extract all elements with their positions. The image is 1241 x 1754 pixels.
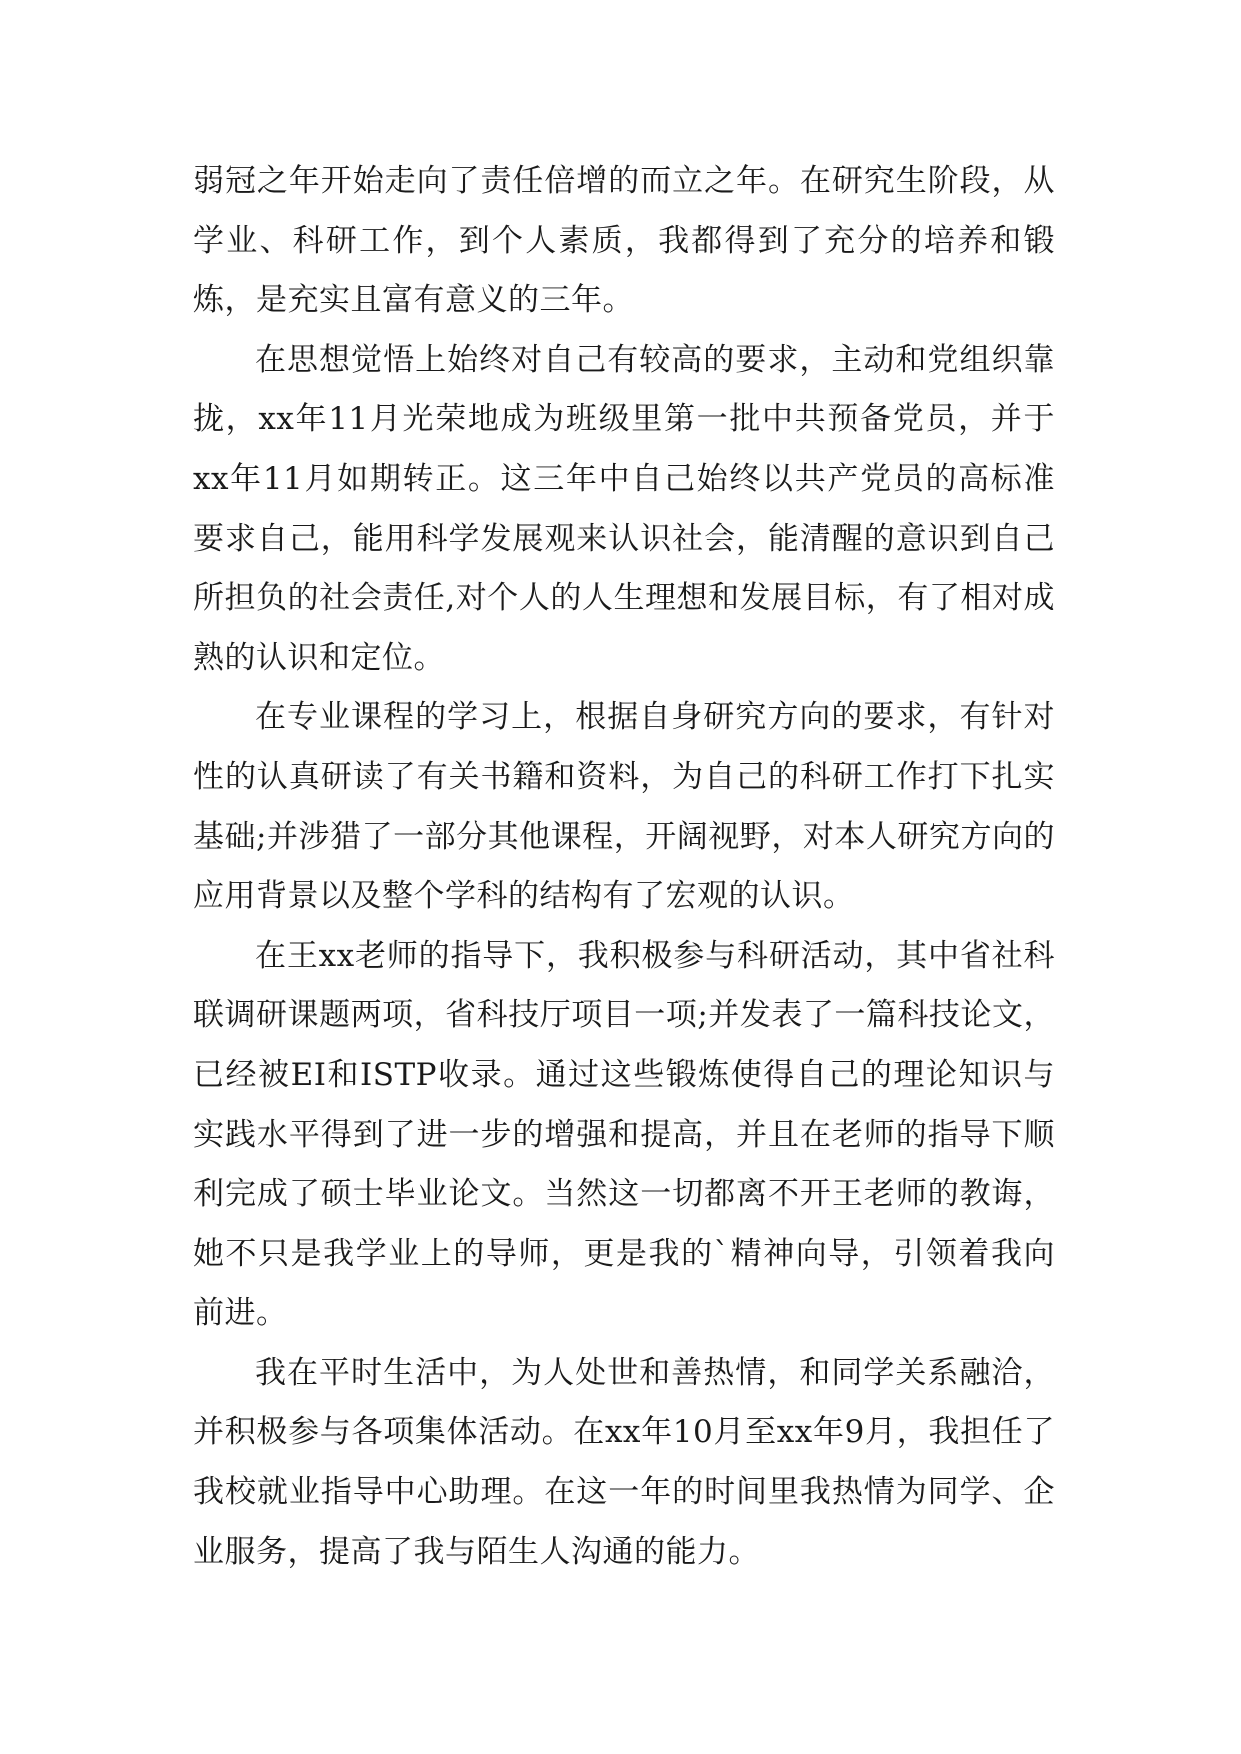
paragraph-coursework: 在专业课程的学习上，根据自身研究方向的要求，有针对性的认真研读了有关书籍和资料，为自己的科研工作打下扎实基础;并涉猎了一部分其他课程，开阔视野，对本人研究方向的应用背景以及整个学科的结构有了宏观的认识。 xyxy=(193,699,1055,915)
paragraph-daily-life: 我在平时生活中，为人处世和善热情，和同学关系融洽，并积极参与各项集体活动。在xx年10月至xx年9月，我担任了我校就业指导中心助理。在这一年的时间里我热情为同学、企业服务，提高了我与陌生人沟通的能力。 xyxy=(193,1354,1055,1570)
document-body xyxy=(193,152,1055,1582)
paragraph-research: 在王xx老师的指导下，我积极参与科研活动，其中省社科联调研课题两项，省科技厅项目一项;并发表了一篇科技论文，已经被EI和ISTP收录。通过这些锻炼使得自己的理论知识与实践水平得到了进一步的增强和提高，并且在老师的指导下顺利完成了硕士毕业论文。当然这一切都离不开王老师的教诲，她不只是我学业上的导师，更是我的`精神向导，引领着我向前进。 xyxy=(193,937,1055,1332)
paragraph-continuation: 弱冠之年开始走向了责任倍增的而立之年。在研究生阶段，从学业、科研工作，到个人素质，我都得到了充分的培养和锻炼，是充实且富有意义的三年。 xyxy=(193,163,1055,319)
paragraph-ideology: 在思想觉悟上始终对自己有较高的要求，主动和党组织靠拢，xx年11月光荣地成为班级里第一批中共预备党员，并于xx年11月如期转正。这三年中自己始终以共产党员的高标准要求自己，能用科学发展观来认识社会，能清醒的意识到自己所担负的社会责任,对个人的人生理想和发展目标，有了相对成熟的认识和定位。 xyxy=(193,341,1055,676)
